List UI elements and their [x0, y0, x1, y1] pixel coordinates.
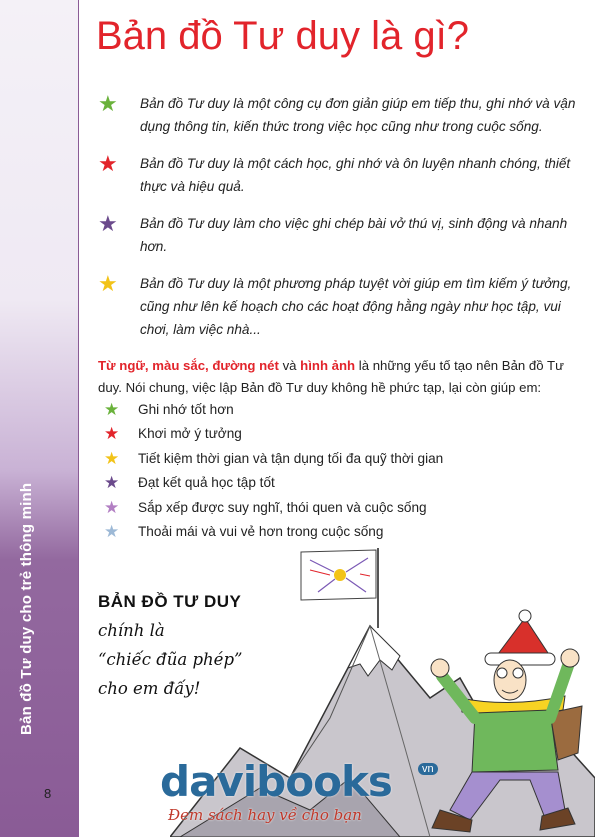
star-icon: ★	[104, 400, 120, 419]
benefit-text: Ghi nhớ tốt hơn	[138, 402, 234, 417]
definition-text: Bản đồ Tư duy là một công cụ đơn giản giúp em tiếp thu, ghi nhớ và vận dụng thông tin, kiến thức trong việc học cũng như trong cuộc sống.	[140, 96, 576, 134]
intro-text: là những yếu tố tạo nên Bản đồ Tư duy. Nói chung, việc lập Bản đồ Tư duy không hề phức tạp, lại còn giúp em:	[98, 358, 564, 395]
definition-text: Bản đồ Tư duy làm cho việc ghi chép bài vở thú vị, sinh động và nhanh hơn.	[140, 216, 568, 254]
watermark-tagline: Đem sách hay về cho bạn	[168, 806, 362, 824]
intro-highlight: Từ ngữ, màu sắc, đường nét	[98, 358, 279, 373]
star-icon: ★	[104, 448, 120, 468]
slogan-line: “chiếc đũa phép”	[98, 650, 243, 669]
watermark	[160, 757, 434, 824]
star-icon: ★	[98, 91, 118, 116]
mind-map-flag	[301, 548, 378, 628]
star-icon: ★	[98, 211, 118, 236]
benefit-item	[104, 472, 443, 496]
intro-connector: và	[278, 358, 301, 373]
sidebar	[0, 0, 78, 837]
star-icon: ★	[104, 424, 120, 444]
definition-text: Bản đồ Tư duy là một phương pháp tuyệt vời giúp em tìm kiếm ý tưởng, cũng như lên kế hoạch cho các hoạt động hằng ngày như học tập, vui chơi, làm việc nhà...	[140, 276, 572, 337]
benefit-text: Sắp xếp được suy nghĩ, thói quen và cuộc sống	[138, 499, 427, 515]
benefit-text: Khơi mở ý tưởng	[138, 426, 242, 442]
slogan-title: BẢN ĐỒ TƯ DUY	[98, 592, 242, 611]
benefit-text: Đạt kết quả học tập tốt	[138, 475, 275, 491]
star-icon: ★	[104, 521, 120, 541]
benefit-item	[104, 423, 443, 447]
intro-paragraph	[98, 355, 576, 399]
definition-text: Bản đồ Tư duy là một cách học, ghi nhớ và ôn luyện nhanh chóng, thiết thực và hiệu quả.	[140, 156, 571, 194]
sidebar-divider	[78, 0, 79, 837]
star-icon: ★	[98, 151, 118, 176]
benefit-item	[104, 521, 443, 545]
star-icon: ★	[104, 497, 120, 517]
page-title: Bản đồ Tư duy là gì?	[96, 14, 469, 58]
benefit-item	[104, 497, 443, 521]
definition-item	[98, 92, 578, 138]
slogan-line: chính là	[98, 621, 165, 640]
benefit-item	[104, 448, 443, 472]
definition-item	[98, 212, 578, 258]
book-title-vertical: Bản đồ Tư duy cho trẻ thông minh	[18, 482, 35, 735]
page-number: 8	[44, 786, 52, 801]
benefit-text: Thoải mái và vui vẻ hơn trong cuộc sống	[138, 523, 384, 539]
intro-highlight: hình ảnh	[300, 358, 356, 373]
logo-suffix: vn	[418, 763, 438, 775]
benefit-item	[104, 399, 443, 423]
benefit-text: Tiết kiệm thời gian và tận dụng tối đa quỹ thời gian	[138, 450, 444, 466]
slogan-line: cho em đấy!	[98, 679, 201, 698]
star-icon: ★	[104, 473, 120, 493]
benefit-list	[104, 399, 443, 545]
star-icon: ★	[98, 271, 118, 296]
definition-item	[98, 272, 578, 341]
definition-item	[98, 152, 578, 198]
definition-list	[98, 92, 578, 355]
davibooks-logo: davibooks	[160, 757, 392, 806]
